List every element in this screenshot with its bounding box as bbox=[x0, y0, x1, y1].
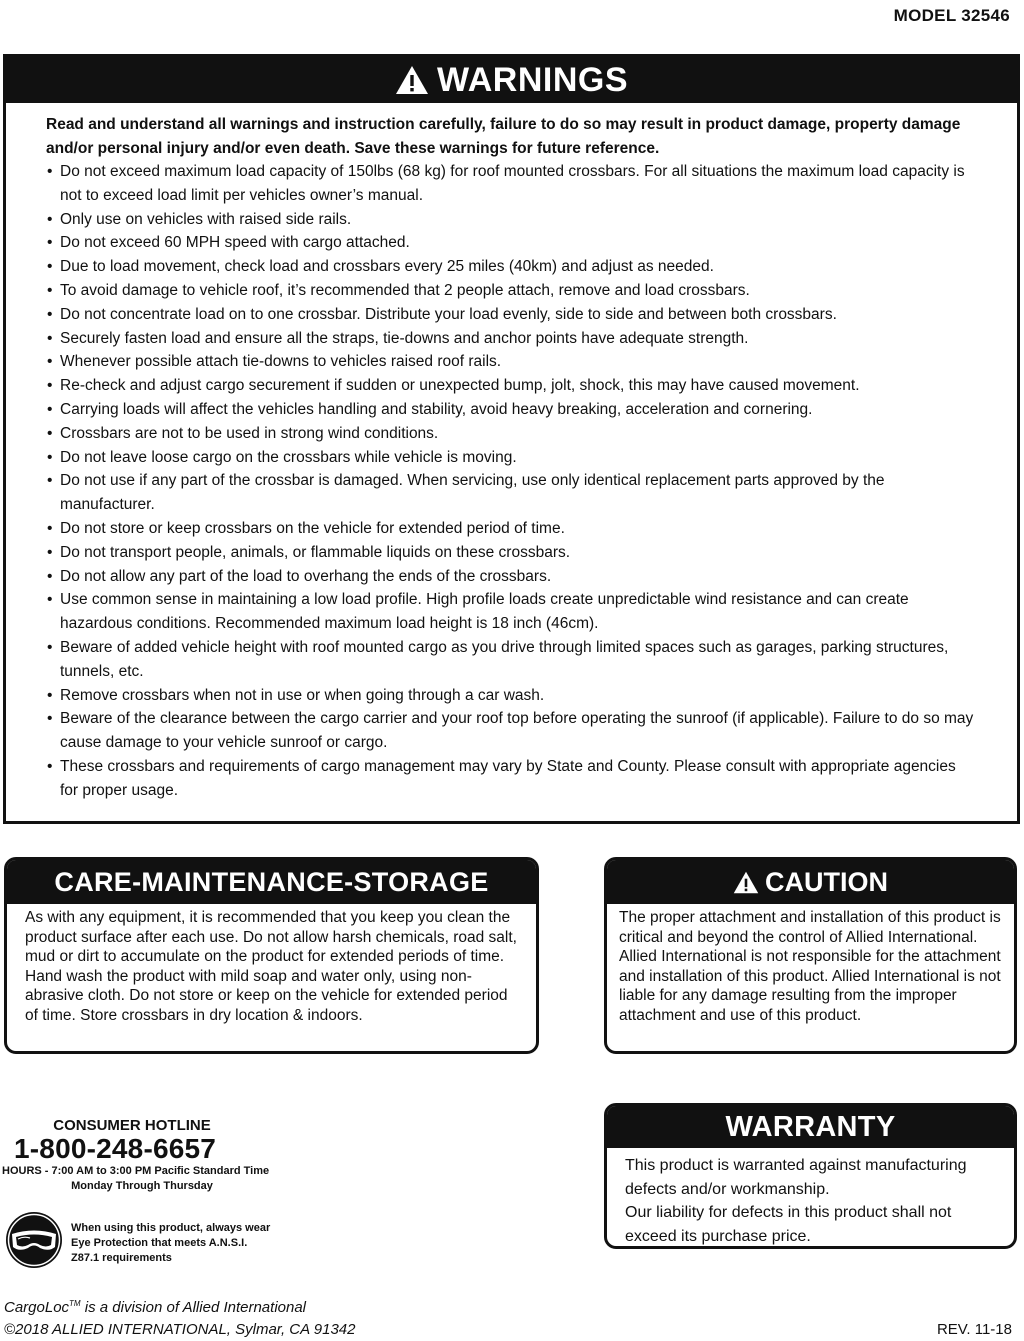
hotline-phone: 1-800-248-6657 bbox=[14, 1133, 217, 1164]
division-note bbox=[4, 1299, 306, 1316]
list-item: • Do not transport people, animals, or flammable liquids on these crossbars. bbox=[46, 541, 977, 565]
list-item: • Securely fasten load and ensure all the straps, tie-downs and anchor points have adequate strength. bbox=[46, 327, 977, 351]
list-item: • Carrying loads will affect the vehicles handling and stability, avoid heavy breaking, acceleration and cornering. bbox=[46, 398, 977, 422]
warranty-line-2: Our liability for defects in this product shall not exceed its purchase price. bbox=[625, 1204, 952, 1245]
warnings-intro: Read and understand all warnings and instruction carefully, failure to do so may result in product damage, property damage and/or personal injury and/or even death. Save these warnings for future reference. bbox=[46, 116, 961, 157]
warnings-header bbox=[6, 57, 1017, 103]
safety-goggles-icon bbox=[4, 1210, 64, 1270]
eye-protection-note: When using this product, always wear Eye Protection that meets A.N.S.I. Z87.1 requirements bbox=[71, 1222, 271, 1264]
list-item: • Do not store or keep crossbars on the vehicle for extended period of time. bbox=[46, 517, 977, 541]
hotline-days: Monday Through Thursday bbox=[71, 1180, 213, 1192]
caution-title: CAUTION bbox=[765, 866, 888, 897]
warning-triangle-icon bbox=[395, 65, 429, 95]
list-item: • Remove crossbars when not in use or when going through a car wash. bbox=[46, 684, 977, 708]
caution-panel bbox=[604, 857, 1017, 1054]
caution-header bbox=[607, 860, 1014, 904]
warranty-line-1: This product is warranted against manufacturing defects and/or workmanship. bbox=[625, 1157, 967, 1198]
warranty-title: WARRANTY bbox=[607, 1106, 1014, 1148]
warnings-body bbox=[6, 103, 1017, 803]
list-item: • Whenever possible attach tie-downs to vehicles raised roof rails. bbox=[46, 350, 977, 374]
list-item: • Use common sense in maintaining a low load profile. High profile loads create unpredictable wind resistance and can create hazardous conditions. Recommended maximum load height is 18 inch (46cm). bbox=[46, 588, 977, 636]
brand-name: CargoLoc bbox=[4, 1299, 70, 1316]
list-item: • Do not leave loose cargo on the crossbars while vehicle is moving. bbox=[46, 446, 977, 470]
list-item: • Do not concentrate load on to one crossbar. Distribute your load evenly, side to side and between both crossbars. bbox=[46, 303, 977, 327]
care-title: CARE-MAINTENANCE-STORAGE bbox=[7, 860, 536, 904]
consumer-hotline bbox=[0, 1117, 300, 1193]
warranty-panel bbox=[604, 1103, 1017, 1249]
care-panel bbox=[4, 857, 539, 1054]
warnings-title: WARNINGS bbox=[437, 60, 628, 99]
warnings-panel bbox=[3, 54, 1020, 824]
list-item: • Crossbars are not to be used in strong wind conditions. bbox=[46, 422, 977, 446]
revision: REV. 11-18 bbox=[936, 1321, 1012, 1338]
model-number: MODEL 32546 bbox=[893, 6, 1010, 25]
trademark-mark: TM bbox=[69, 1299, 81, 1308]
care-text: As with any equipment, it is recommended that you keep you clean the product surface after each use. Do not allow harsh chemicals, road salt, mud or dirt to accumulate on the product for extended periods of time. Hand wash the product with mild soap and water only, using non-abrasive cloth. Do not store or keep on the vehicle for extended period of time. Store crossbars in dry location & indoors. bbox=[25, 909, 517, 1024]
list-item: • Only use on vehicles with raised side rails. bbox=[46, 208, 977, 232]
list-item: • Do not exceed maximum load capacity of 150lbs (68 kg) for roof mounted crossbars. For all situations the maximum load capacity is not to exceed load limit per vehicles owner’s manual. bbox=[46, 160, 977, 208]
list-item: • Do not use if any part of the crossbar is damaged. When servicing, use only identical replacement parts approved by the manufacturer. bbox=[46, 469, 977, 517]
caution-text: The proper attachment and installation of this product is critical and beyond the control of Allied International. Allied International is not responsible for the attachment and installation of this product. Allied International is not liable for any damage resulting from the improper attachment and use of this product. bbox=[619, 909, 1001, 1024]
list-item: • Do not allow any part of the load to overhang the ends of the crossbars. bbox=[46, 565, 977, 589]
list-item: • Re-check and adjust cargo securement if sudden or unexpected bump, jolt, shock, this may have caused movement. bbox=[46, 374, 977, 398]
list-item: • Due to load movement, check load and crossbars every 25 miles (40km) and adjust as needed. bbox=[46, 255, 977, 279]
hotline-hours: HOURS - 7:00 AM to 3:00 PM Pacific Standard Time bbox=[2, 1165, 270, 1177]
list-item: • Beware of added vehicle height with roof mounted cargo as you drive through limited spaces such as garages, parking structures, tunnels, etc. bbox=[46, 636, 977, 684]
list-item: • These crossbars and requirements of cargo management may vary by State and County. Please consult with appropriate agencies for proper usage. bbox=[46, 755, 977, 803]
division-text: is a division of Allied International bbox=[80, 1299, 307, 1316]
list-item: • Beware of the clearance between the cargo carrier and your roof top before operating the sunroof (if applicable). Failure to do so may cause damage to your vehicle sunroof or cargo. bbox=[46, 707, 977, 755]
warranty-text bbox=[607, 1148, 1014, 1248]
copyright: ©2018 ALLIED INTERNATIONAL, Sylmar, CA 91342 bbox=[4, 1321, 356, 1338]
hotline-label: CONSUMER HOTLINE bbox=[53, 1117, 211, 1134]
list-item: • To avoid damage to vehicle roof, it’s recommended that 2 people attach, remove and load crossbars. bbox=[46, 279, 977, 303]
warning-triangle-icon bbox=[733, 871, 759, 894]
warnings-list bbox=[46, 160, 977, 803]
list-item: • Do not exceed 60 MPH speed with cargo attached. bbox=[46, 231, 977, 255]
